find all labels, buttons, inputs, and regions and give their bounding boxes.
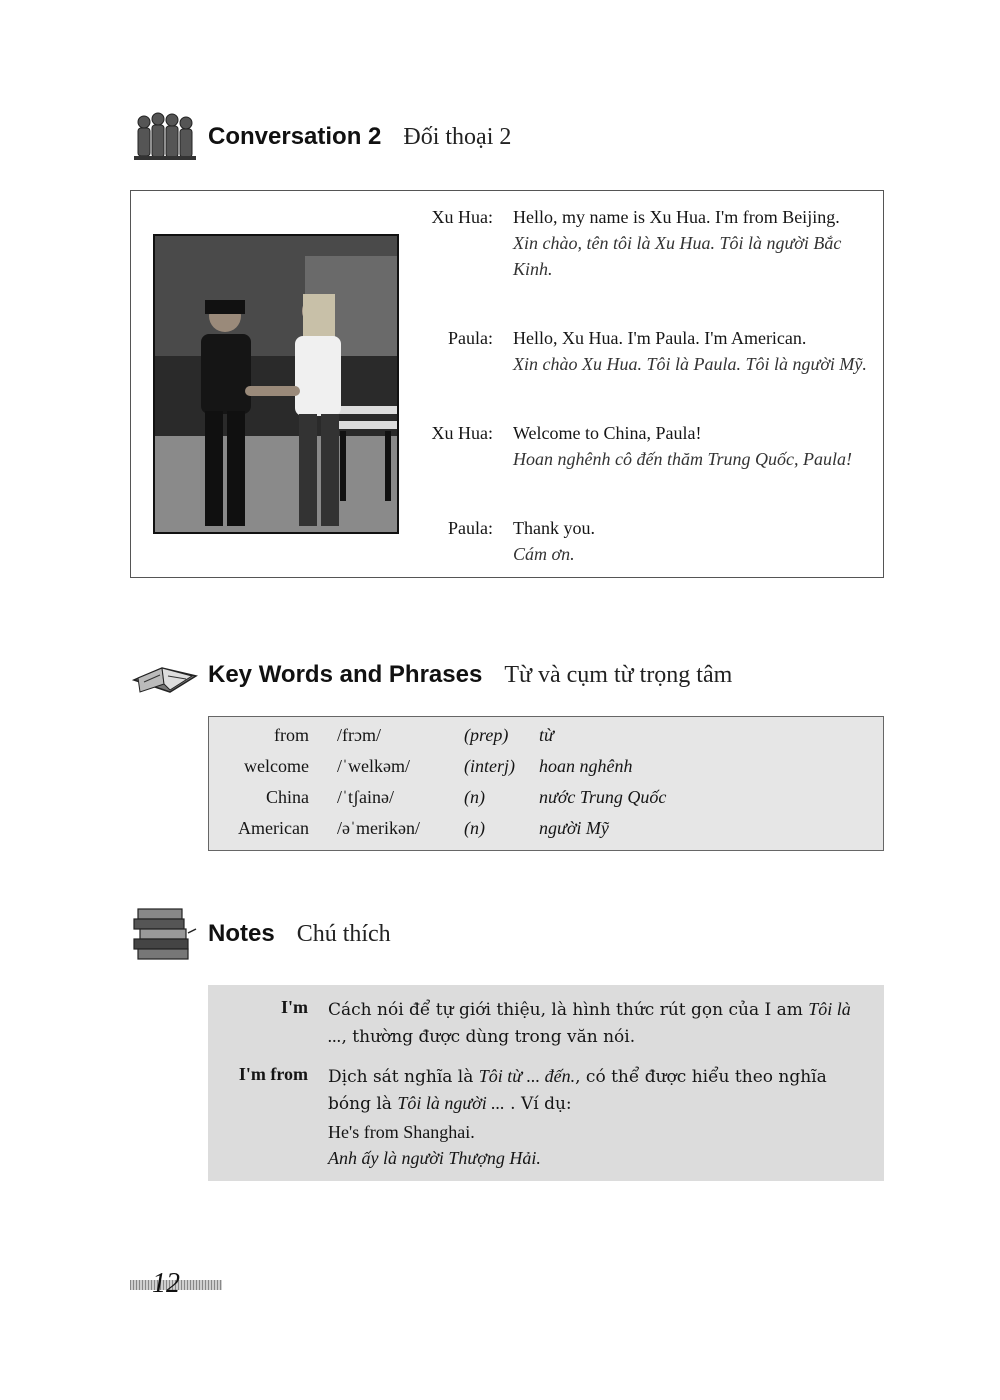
kw-word: China <box>266 787 309 807</box>
kw-ipa: /frɔm/ <box>337 725 381 745</box>
speaker-name: Xu Hua: <box>431 207 493 227</box>
kw-meaning: hoan nghênh <box>539 756 633 776</box>
dialogue-translation: Hoan nghênh cô đến thăm Trung Quốc, Paula! <box>513 449 852 469</box>
dialogue-line <box>401 420 871 500</box>
note-text: . Ví dụ: <box>504 1094 572 1114</box>
kw-pos: (n) <box>464 787 485 807</box>
note-term: I'm <box>281 997 308 1017</box>
table-row <box>209 813 885 844</box>
key-words-heading <box>130 648 732 702</box>
conversation-title-vi: Đối thoại 2 <box>403 123 512 150</box>
note-body <box>328 996 873 1050</box>
dialogue-translation: Xin chào, tên tôi là Xu Hua. Tôi là người Bắc Kinh. <box>513 233 842 279</box>
kw-meaning: từ <box>539 725 554 745</box>
key-words-title: Key Words and Phrases <box>208 661 483 688</box>
kw-meaning: người Mỹ <box>539 818 609 838</box>
speaker-name: Paula: <box>448 518 493 538</box>
kw-word: welcome <box>244 756 309 776</box>
kw-ipa: /ˈtʃainə/ <box>337 787 394 807</box>
kw-pos: (n) <box>464 818 485 838</box>
table-row <box>209 720 885 751</box>
dialogue-line <box>401 204 871 299</box>
conversation-heading <box>130 110 511 164</box>
note-text: , thường được dùng trong văn nói. <box>341 1027 636 1047</box>
kw-meaning: nước Trung Quốc <box>539 787 667 807</box>
notes-box <box>208 985 884 1181</box>
note-text: Dịch sát nghĩa là <box>328 1067 479 1087</box>
people-group-icon <box>130 110 200 164</box>
dialogue-text: Hello, my name is Xu Hua. I'm from Beijing. <box>513 207 840 227</box>
book-stack-icon <box>130 903 200 965</box>
note-italic: Tôi là ... <box>328 999 851 1046</box>
kw-word: American <box>238 818 309 838</box>
handshake-illustration <box>155 236 397 532</box>
kw-pos: (prep) <box>464 725 509 745</box>
notes-title-vi: Chú thích <box>296 920 391 947</box>
notes-heading <box>130 903 391 965</box>
note-text: , có thể được hiểu theo nghĩa bóng là <box>328 1067 827 1114</box>
key-words-table <box>208 716 884 851</box>
page-number: 12 <box>152 1268 180 1299</box>
note-italic: Tôi từ ... đến. <box>478 1066 576 1086</box>
kw-word: from <box>274 725 309 745</box>
table-row <box>209 751 885 782</box>
key-words-title-vi: Từ và cụm từ trọng tâm <box>504 661 733 688</box>
table-row <box>209 782 885 813</box>
handshake-photo <box>153 234 399 534</box>
example-sentence: He's from Shanghai. <box>328 1122 475 1142</box>
dialogue-translation: Cám ơn. <box>513 544 575 564</box>
conversation-box <box>130 190 884 578</box>
open-book-icon <box>130 648 200 702</box>
dialogue-text: Thank you. <box>513 518 595 538</box>
kw-ipa: /ˈwelkəm/ <box>337 756 410 776</box>
dialogue-line <box>401 515 871 570</box>
dialogue-translation: Xin chào Xu Hua. Tôi là Paula. Tôi là người Mỹ. <box>513 354 867 374</box>
notes-title: Notes <box>208 920 275 947</box>
dialogue-text: Welcome to China, Paula! <box>513 423 702 443</box>
note-term: I'm from <box>238 1064 308 1084</box>
example-translation: Anh ấy là người Thượng Hải. <box>328 1148 541 1168</box>
speaker-name: Xu Hua: <box>431 423 493 443</box>
kw-pos: (interj) <box>464 756 515 776</box>
note-example <box>328 1119 873 1171</box>
dialogue-line <box>401 325 871 405</box>
note-body <box>328 1063 873 1117</box>
conversation-title: Conversation 2 <box>208 123 382 150</box>
kw-ipa: /əˈmerikən/ <box>337 818 420 838</box>
dialogue-text: Hello, Xu Hua. I'm Paula. I'm American. <box>513 328 807 348</box>
speaker-name: Paula: <box>448 328 493 348</box>
note-italic: Tôi là người ... <box>397 1093 505 1113</box>
note-text: Cách nói để tự giới thiệu, là hình thức rút gọn của I am <box>328 1000 809 1020</box>
